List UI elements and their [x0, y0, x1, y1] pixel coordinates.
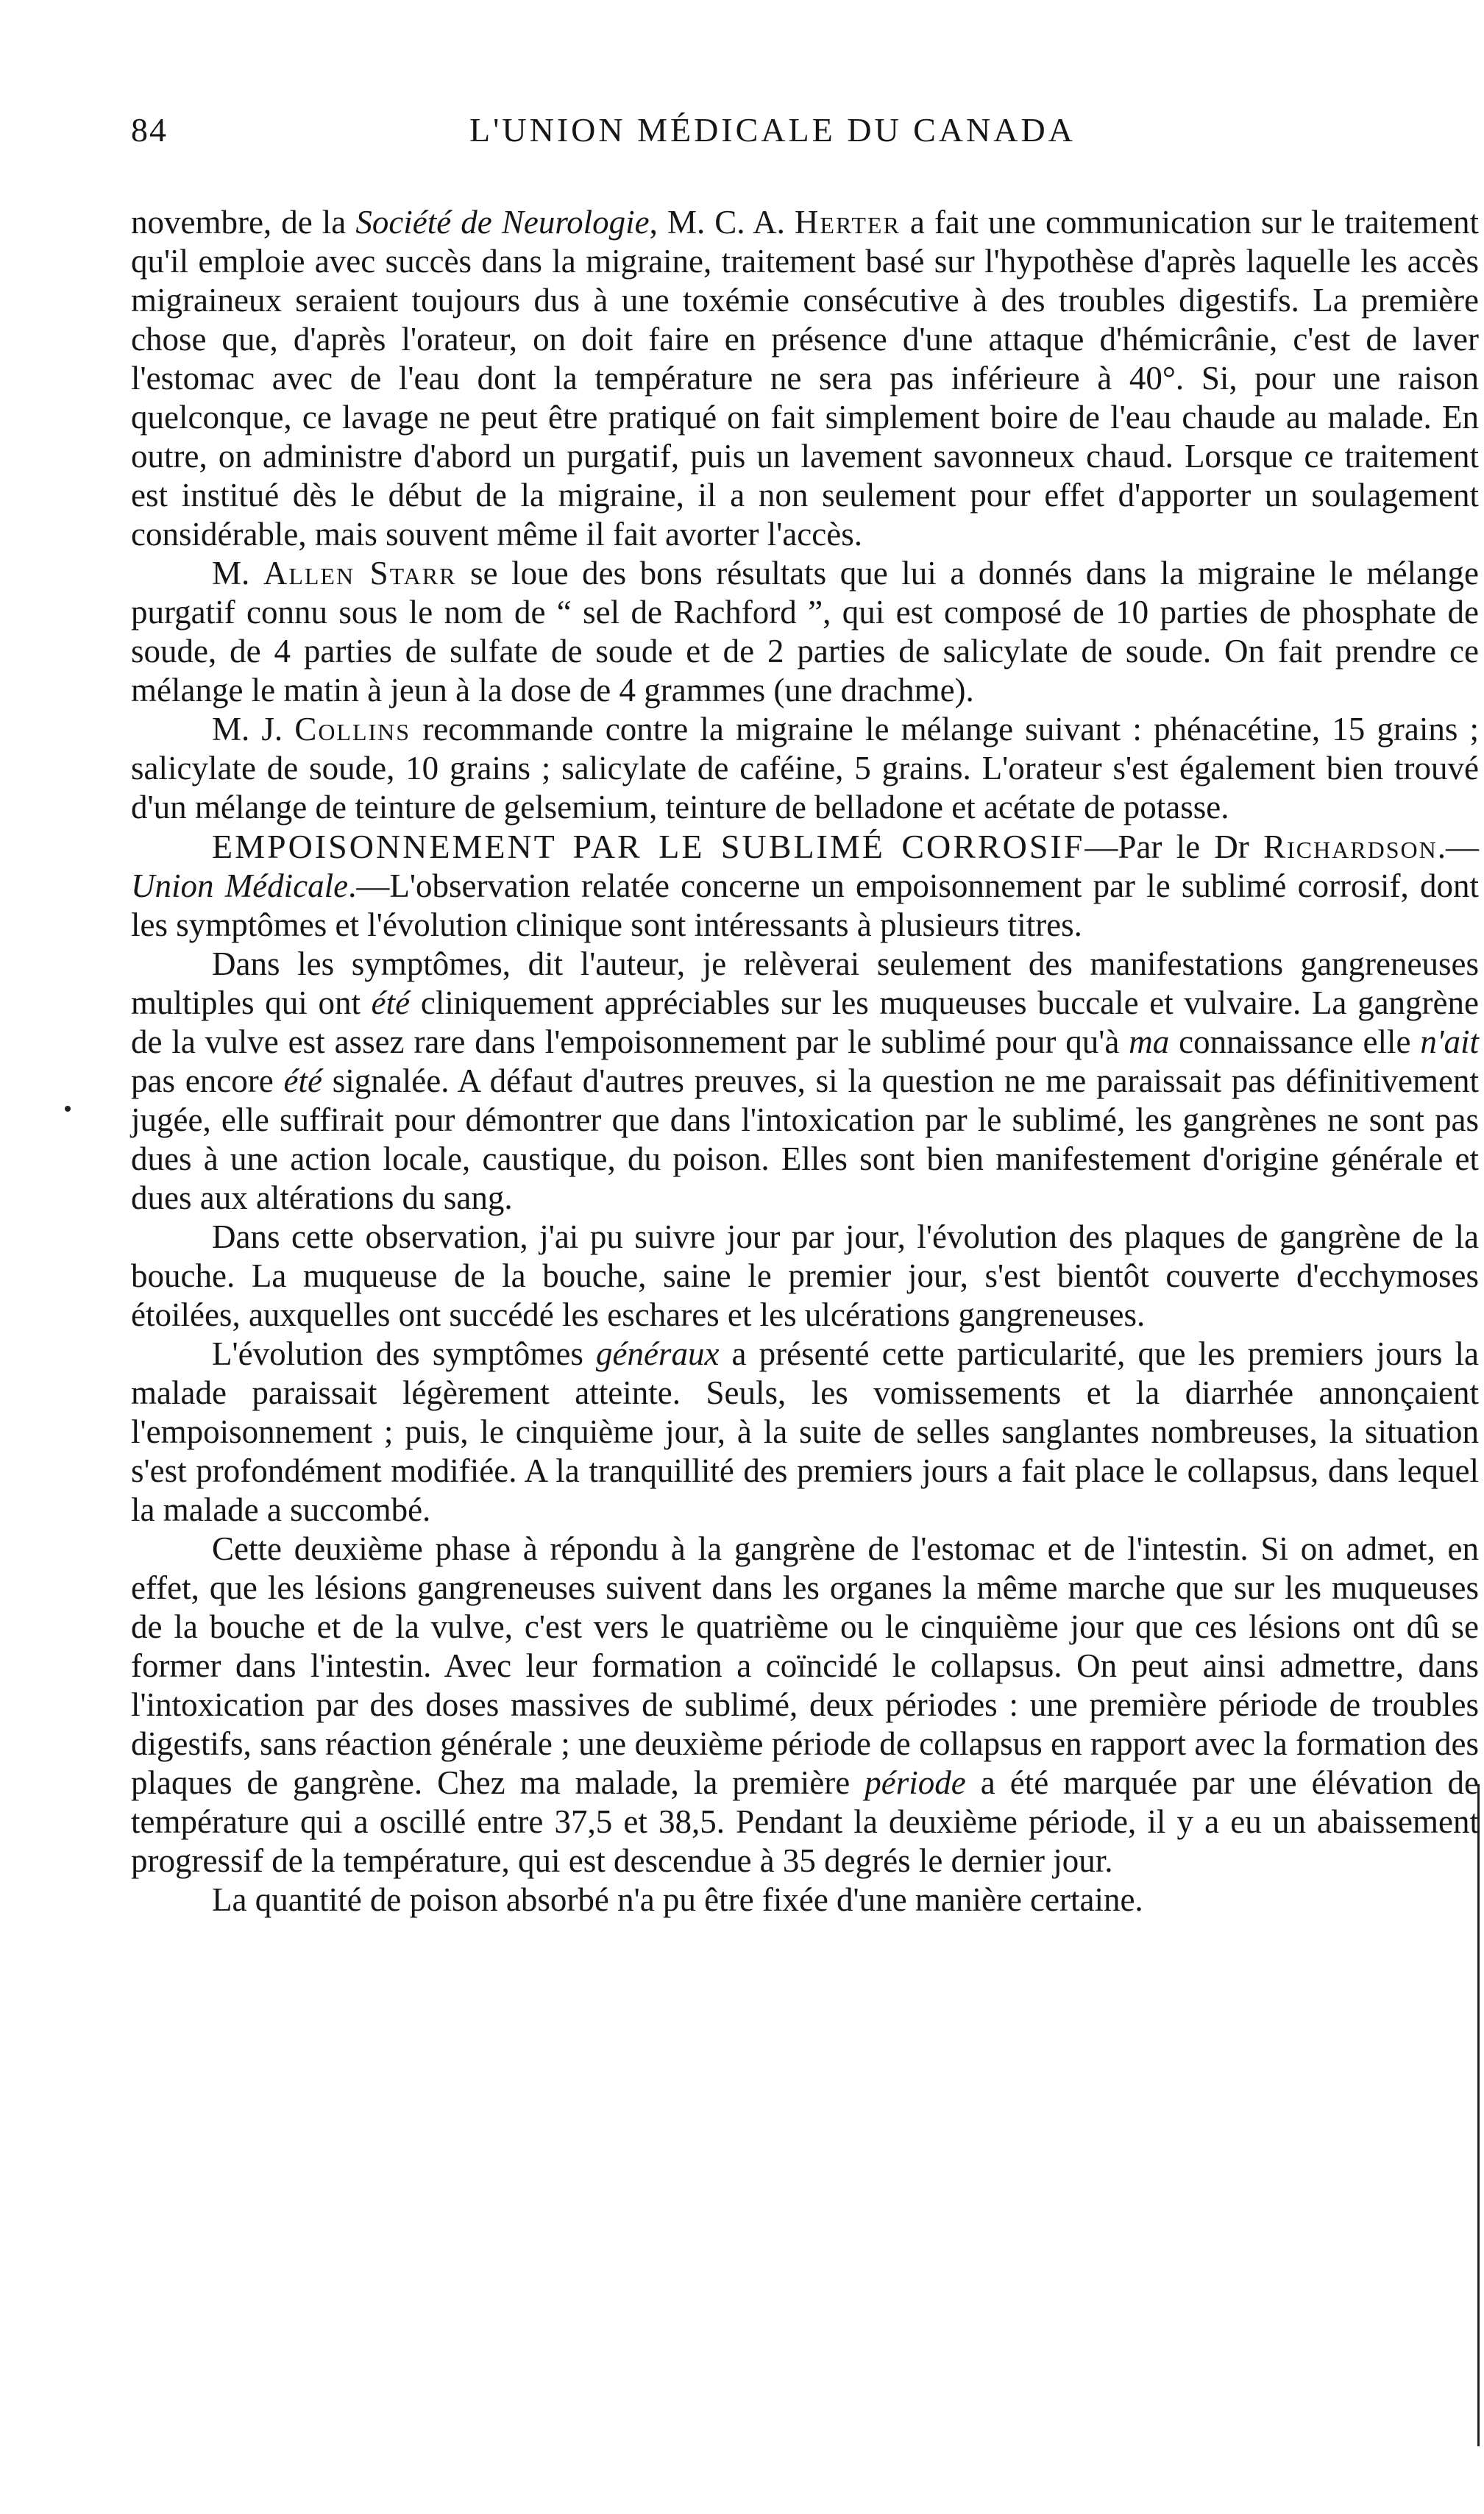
text-run: a présenté cette particularité, que les premiers jours la malade paraissait légèrement atteinte. Seuls, les vomissements et la diarrhée annonçaient l'empoisonnement ; puis, le cinquième jour, à la suite de selles sanglantes nombreuses, la situation s'est profondément modifiée. A la tranquillité des premiers jours a fait place le collapsus, dans lequel la malade a succombé.	[131, 1335, 1479, 1528]
author-name: Richardson	[1263, 828, 1438, 865]
source-name: Union Médicale	[131, 867, 349, 904]
section-heading-paragraph	[131, 827, 1479, 945]
paragraph	[131, 710, 1479, 827]
emphasis: période	[865, 1764, 966, 1801]
paragraph	[131, 554, 1479, 710]
margin-mark	[65, 1106, 71, 1112]
text-run: Dans les symptômes, dit l'auteur, je relèverai seulement des manifestations gangreneuses multiples qui ont	[131, 945, 1479, 1021]
text-run: se loue des bons résultats que lui a donnés dans la migraine le mélange purgatif connu sous le nom de “ sel de Rachford ”, qui est composé de 10 parties de phosphate de soude, de 4 parties de sulfate de soude et de 2 parties de salicylate de soude. On fait prendre ce mélange le matin à jeun à la dose de 4 grammes (une drachme).	[131, 555, 1479, 709]
paragraph	[131, 1335, 1479, 1530]
emphasis: n'ait	[1420, 1023, 1479, 1060]
person-name: Collins	[294, 711, 411, 748]
section-title: EMPOISONNEMENT PAR LE SUBLIMÉ CORROSIF	[212, 828, 1085, 865]
text-run: , M. C. A.	[649, 204, 795, 241]
text-run: M.	[212, 555, 263, 592]
text-run: signalée. A défaut d'autres preuves, si la question ne me paraissait pas définitivement jugée, elle suffirait pour démontrer que dans l'intoxication par le sublimé, les gangrènes ne sont pas dues à une action locale, caustique, du poison. Elles sont bien manifestement d'origine générale et dues aux altérations du sang.	[131, 1062, 1480, 1216]
text-run: pas encore	[131, 1062, 284, 1099]
emphasis: été	[283, 1062, 322, 1099]
person-name: Herter	[794, 204, 901, 241]
journal-name: Société de Neurologie	[355, 204, 650, 241]
running-title: L'UNION MÉDICALE DU CANADA	[469, 111, 1076, 149]
paragraph: Dans cette observation, j'ai pu suivre jour par jour, l'évolution des plaques de gangrène de la bouche. La muqueuse de la bouche, saine le premier jour, s'est bientôt couverte d'ecchymoses étoilées, auxquelles ont succédé les eschares et les ulcérations gangreneuses.	[131, 1218, 1479, 1333]
text-run: .—L'observation relatée concerne un empoisonnement par le sublimé corrosif, dont les symptômes et l'évolution clinique sont intéressants à plusieurs titres.	[131, 867, 1479, 943]
text-run: M. J.	[212, 711, 295, 748]
text-run: L'évolution des symptômes	[212, 1335, 596, 1372]
byline: —Par le Dr	[1084, 828, 1264, 865]
text-run: Cette deuxième phase à répondu à la gangrène de l'estomac et de l'intestin. Si on admet, en effet, que les lésions gangreneuses suivent dans les organes la même marche que sur les muqueuses de la bouche et de la vulve, c'est vers le quatrième ou le cinquième jour que ces lésions ont dû se former dans l'intestin. Avec leur formation a coïncidé le collapsus. On peut ainsi admettre, dans l'intoxication par des doses massives de sublimé, deux périodes : une première période de troubles digestifs, sans réaction générale ; une deuxième période de collapsus en rapport avec la formation des plaques de gangrène. Chez ma malade, la première	[131, 1530, 1479, 1801]
text-run: novembre, de la	[131, 204, 356, 241]
paragraph	[131, 1530, 1479, 1881]
paragraph: La quantité de poison absorbé n'a pu être fixée d'une manière certaine.	[212, 1881, 1143, 1918]
text-run: a été marquée par une élévation de température qui a oscillé entre 37,5 et 38,5. Pendant la deuxième période, il y a eu un abaissement progressif de la température, qui est descendue à 35 degrés le dernier jour.	[131, 1764, 1479, 1879]
paragraph	[131, 945, 1479, 1218]
paragraph	[131, 203, 1479, 554]
text-run: connaissance elle	[1169, 1023, 1421, 1060]
text-run: a fait une communication sur le traitement qu'il emploie avec succès dans la migraine, traitement basé sur l'hypothèse d'après laquelle les accès migraineux seraient toujours dus à une toxémie consécutive à des troubles digestifs. La première chose que, d'après l'orateur, on doit faire en présence d'une attaque d'hémicrânie, c'est de laver l'estomac avec de l'eau dont la température ne sera pas inférieure à 40°. Si, pour une raison quelconque, ce lavage ne peut être pratiqué on fait simplement boire de l'eau chaude au malade. En outre, on administre d'abord un purgatif, puis un lavement savonneux chaud. Lorsque ce traitement est institué dès le début de la migraine, il a non seulement pour effet d'apporter un soulagement considérable, mais souvent même il fait avorter l'accès.	[131, 204, 1479, 553]
page	[131, 110, 1479, 1920]
text-run: cliniquement appréciables sur les muqueuses buccale et vulvaire. La gangrène de la vulve est assez rare dans l'empoisonnement par le sublimé pour qu'à	[131, 984, 1479, 1060]
emphasis: ma	[1129, 1023, 1170, 1060]
emphasis: été	[371, 984, 411, 1021]
emphasis: généraux	[595, 1335, 720, 1372]
page-number: 84	[131, 111, 168, 149]
text-run: recommande contre la migraine le mélange suivant : phénacétine, 15 grains ; salicylate de soude, 10 grains ; salicylate de caféine, 5 grains. L'orateur s'est également bien trouvé d'un mélange de teinture de gelsemium, teinture de belladone et acétate de potasse.	[131, 711, 1479, 825]
article-body	[131, 203, 1479, 1920]
running-header	[131, 110, 1479, 169]
person-name: Allen Starr	[263, 555, 457, 592]
text-run: .—	[1437, 828, 1480, 865]
